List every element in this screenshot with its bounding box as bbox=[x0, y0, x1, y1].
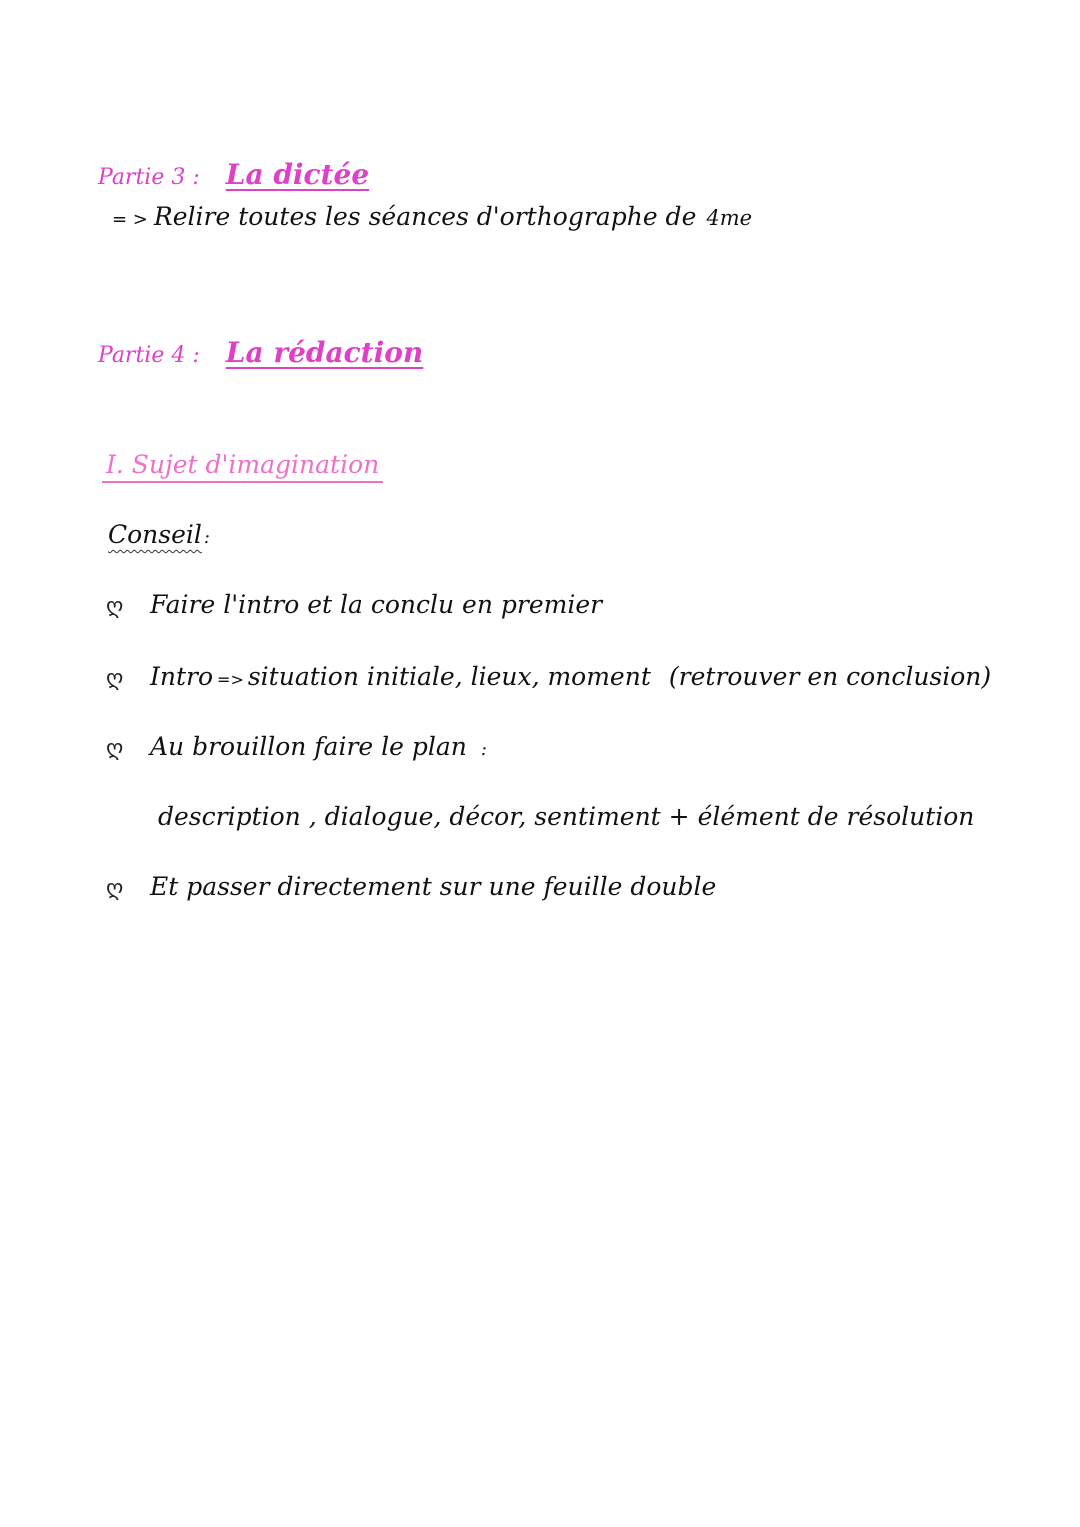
heart-bullet-icon: ღ bbox=[106, 594, 124, 619]
double-arrow-icon: = > bbox=[112, 209, 148, 230]
list-item-text: Faire l'intro et la conclu en premier bbox=[150, 590, 603, 619]
conseil-text: Conseil bbox=[108, 520, 202, 549]
conseil-label bbox=[108, 520, 210, 549]
list-item-text: situation initiale, lieux, moment bbox=[247, 662, 651, 691]
list-item bbox=[106, 732, 487, 761]
partie-3-label: Partie 3 : bbox=[98, 165, 200, 190]
list-item bbox=[106, 662, 991, 691]
partie-3-heading bbox=[98, 158, 369, 191]
partie-3-level: 4me bbox=[706, 206, 753, 230]
conseil-colon: : bbox=[203, 527, 210, 548]
partie-3-title: La dictée bbox=[225, 158, 370, 191]
list-item-text: Au brouillon faire le plan bbox=[150, 732, 467, 761]
heart-bullet-icon: ღ bbox=[106, 666, 124, 691]
partie-4-label: Partie 4 : bbox=[98, 343, 200, 368]
section-1-heading: I. Sujet d'imagination bbox=[102, 450, 383, 483]
heart-bullet-icon: ღ bbox=[106, 876, 124, 901]
list-item-text: Et passer directement sur une feuille double bbox=[150, 872, 717, 901]
partie-4-heading bbox=[98, 336, 423, 369]
partie-3-instruction bbox=[112, 202, 752, 231]
partie-3-text: Relire toutes les séances d'orthographe de bbox=[153, 202, 697, 231]
heart-bullet-icon: ღ bbox=[106, 736, 124, 761]
list-item-colon: : bbox=[480, 739, 487, 760]
list-item-lead: Intro bbox=[150, 662, 214, 691]
partie-4-title: La rédaction bbox=[225, 336, 424, 369]
list-item bbox=[106, 590, 602, 619]
plan-elements: description , dialogue, décor, sentiment + élément de résolution bbox=[158, 802, 975, 831]
double-arrow-icon: => bbox=[217, 670, 244, 689]
list-item bbox=[106, 872, 716, 901]
list-item-note: (retrouver en conclusion) bbox=[668, 662, 992, 691]
